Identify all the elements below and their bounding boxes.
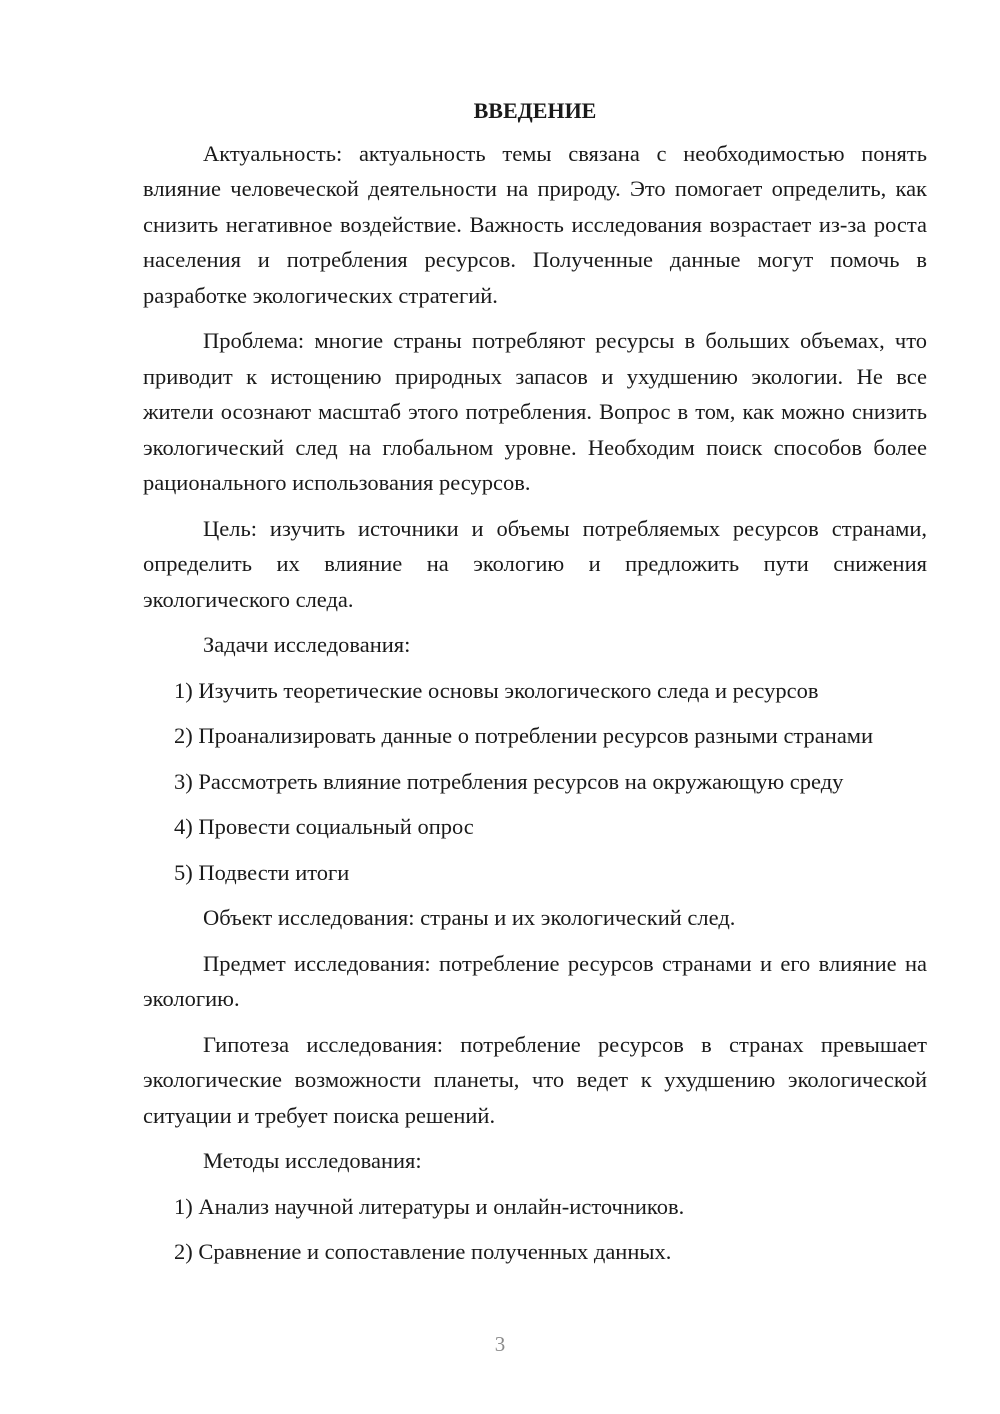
task-item-4: 4) Провести социальный опрос bbox=[174, 814, 474, 839]
task-item-3: 3) Рассмотреть влияние потребления ресурсов на окружающую среду bbox=[174, 768, 844, 794]
hypothesis-paragraph: Гипотеза исследования: потребление ресурсов в странах превышает экологические возможности планеты, что ведет к ухудшению экологической ситуации и требует поиска решений. bbox=[143, 1031, 927, 1128]
task-item-5: 5) Подвести итоги bbox=[174, 859, 350, 885]
problem-paragraph: Проблема: многие страны потребляют ресурсы в больших объемах, что приводит к истощению природных запасов и ухудшению экологии. Не все жители осознают масштаб этого потребления. Вопрос в том, как можно снизить экологический след на глобальном уровне. Необходим поиск способов более рационального использования ресурсов. bbox=[143, 328, 927, 495]
method-item-2: 2) Сравнение и сопоставление полученных данных. bbox=[174, 1239, 672, 1264]
methods-title: Методы исследования: bbox=[203, 1148, 422, 1173]
relevance-paragraph: Актуальность: актуальность темы связана с необходимостью понять влияние человеческой деятельности на природу. Это помогает определить, как снизить негативное воздействие. Важность исследования возрастает из-за роста населения и потребления ресурсов. Полученные данные могут помочь в разработке экологических стратегий. bbox=[143, 140, 927, 308]
section-heading: ВВЕДЕНИЕ bbox=[473, 98, 597, 123]
subject-paragraph: Предмет исследования: потребление ресурсов странами и его влияние на экологию. bbox=[143, 950, 927, 1011]
task-item-2: 2) Проанализировать данные о потреблении ресурсов разными странами bbox=[174, 723, 874, 748]
object-paragraph: Объект исследования: страны и их экологический след. bbox=[203, 905, 736, 930]
page-content bbox=[143, 93, 927, 1280]
page-number: 3 bbox=[494, 1332, 506, 1356]
tasks-title: Задачи исследования: bbox=[203, 632, 411, 657]
goal-paragraph: Цель: изучить источники и объемы потребляемых ресурсов странами, определить их влияние на экологию и предложить пути снижения экологического следа. bbox=[143, 515, 927, 612]
task-item-1: 1) Изучить теоретические основы экологического следа и ресурсов bbox=[174, 677, 819, 703]
method-item-1: 1) Анализ научной литературы и онлайн-источников. bbox=[174, 1193, 685, 1219]
